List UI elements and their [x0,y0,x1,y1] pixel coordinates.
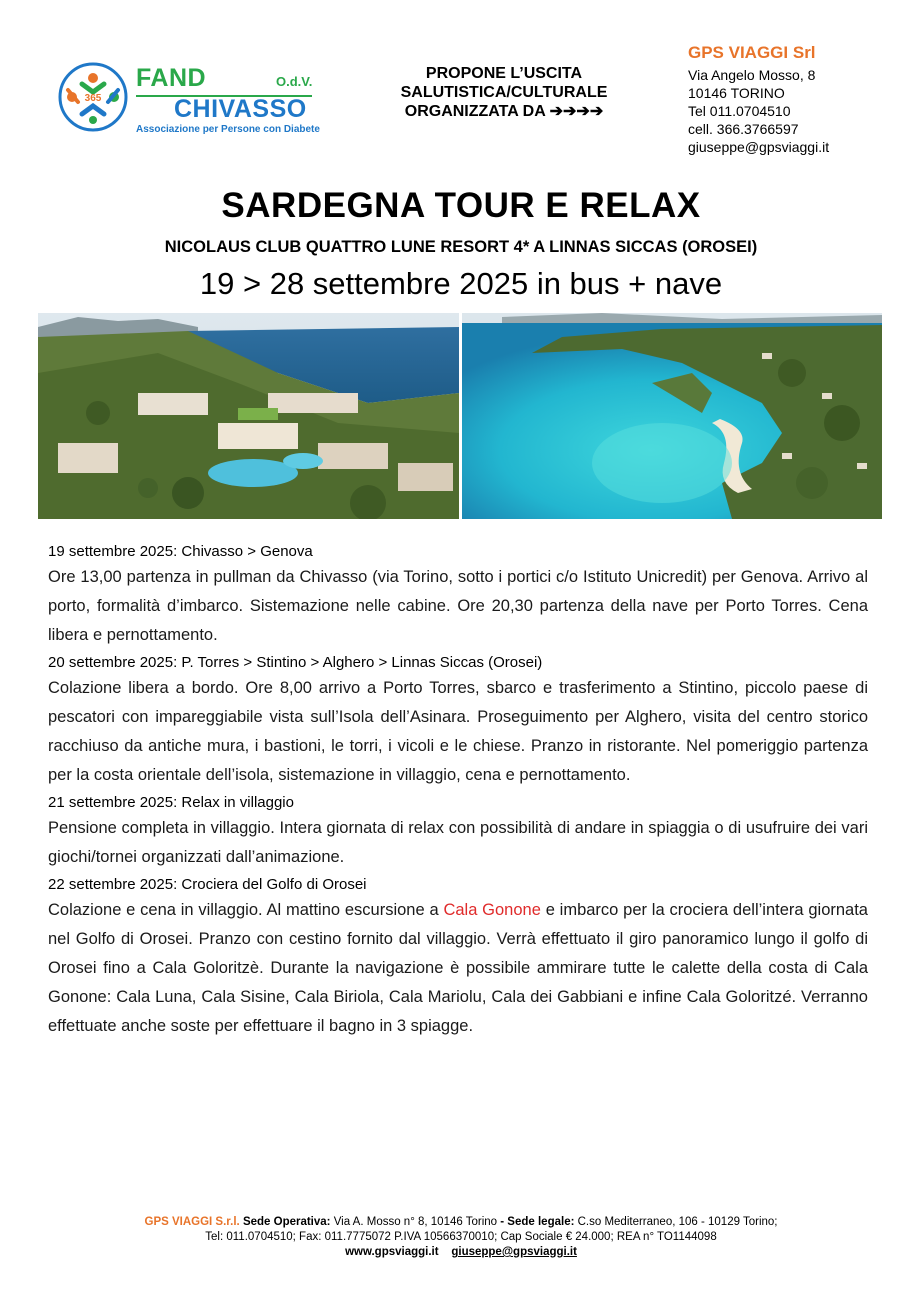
logo-365-text: 365 [84,93,102,104]
proposal-header [370,64,638,121]
footer-brand: GPS VIAGGI S.r.l. [144,1216,240,1228]
day-2-body: Colazione libera a bordo. Ore 8,00 arrivo a Porto Torres, sbarco e trasferimento a Stintino, piccolo paese di pescatori con impareggiabile vista sull’Isola dell’Asinara. Proseguimento per Alghero, visita del centro storico racchiuso da antiche mura, i bastioni, le torri, i vicoli e le chiese. Pranzo in ristorante. Nel pomeriggio partenza per la costa orientale dell’isola, sistemazione in villaggio, cena e pernottamento. [48,679,868,784]
footer-sede-leg: C.so Mediterraneo, 106 - 10129 Torino; [574,1216,778,1228]
agency-address: Via Angelo Mosso, 8 [688,67,816,83]
footer-sede-op-label: Sede Operativa: [242,1216,331,1228]
day-2-title: 20 settembre 2025: P. Torres > Stintino > Alghero > Linnas Siccas (Orosei) [48,654,543,671]
resort-subtitle: NICOLAUS CLUB QUATTRO LUNE RESORT 4* A LINNAS SICCAS (OROSEI) [164,238,758,256]
proposal-line-1: PROPONE L’USCITA [425,65,583,82]
proposal-line-3: ORGANIZZATA DA ➔➔➔➔ [404,103,604,120]
agency-tel: Tel 011.0704510 [688,103,791,119]
agency-name: GPS VIAGGI Srl [688,43,816,62]
agency-city: 10146 TORINO [688,85,785,101]
day-4-body-pre: Colazione e cena in villaggio. Al mattino escursione a [48,901,444,919]
logo-subtitle: Associazione per Persone con Diabete [136,124,320,135]
page-title: SARDEGNA TOUR E RELAX [221,186,701,225]
footer-line-3 [60,1245,862,1260]
day-4-body [48,896,868,1041]
agency-email: giuseppe@gpsviaggi.it [688,139,830,155]
logo-fand-text: FAND [136,64,207,92]
day-1-body: Ore 13,00 partenza in pullman da Chivasso (via Torino, sotto i portici c/o Istituto Unicredit) per Genova. Arrivo al porto, formalità d’imbarco. Sistemazione nelle cabine. Ore 20,30 partenza della nave per Porto Torres. Cena libera e pernottamento. [48,568,868,644]
proposal-line-2: SALUTISTICA/CULTURALE [400,84,608,101]
footer-sede-leg-label: - Sede legale: [500,1216,575,1228]
agency-contact [688,44,908,156]
day-4-body-post: e imbarco per la crociera dell’intera giornata nel Golfo di Orosei. Pranzo con cestino fornito dal villaggio. Verrà effettuato il giro panoramico lungo il golfo di Orosei fino a Cala Goloritzè. Durante la navigazione è possibile ammirare tutte le calette della costa di Cala Gonone: Cala Luna, Cala Sisine, Cala Biriola, Cala Mariolu, Cala dei Gabbiani e infine Cala Goloritzé. Verranno effettuate anche soste per effettuare il bagno in 3 spiagge. [48,901,868,1035]
footer-line-1 [60,1215,862,1230]
logo-chivasso-text: CHIVASSO [174,95,307,123]
trip-dates: 19 > 28 settembre 2025 in bus + nave [199,266,723,301]
fand-logo-emblem [58,62,128,132]
fand-chivasso-logo [58,62,318,138]
itinerary [48,539,868,1041]
footer-email-link[interactable]: giuseppe@gpsviaggi.it [451,1246,577,1258]
footer [60,1215,862,1260]
footer-website-link[interactable]: www.gpsviaggi.it [345,1246,439,1258]
bay-aerial-photo [462,313,882,519]
day-3-title: 21 settembre 2025: Relax in villaggio [48,794,294,811]
cala-gonone-highlight: Cala Gonone [443,901,541,919]
resort-aerial-photo [38,313,459,519]
day-4-title: 22 settembre 2025: Crociera del Golfo di Orosei [48,876,367,893]
footer-sede-op: Via A. Mosso n° 8, 10146 Torino [330,1216,501,1228]
footer-line-2: Tel: 011.0704510; Fax: 011.7775072 P.IVA 10566370010; Cap Sociale € 24.000; REA n° TO1144098 [205,1231,717,1243]
logo-odv-text: O.d.V. [276,74,313,89]
day-3-body: Pensione completa in villaggio. Intera giornata di relax con possibilità di andare in spiaggia o di usufruire dei vari giochi/tornei organizzati dall’animazione. [48,819,868,866]
agency-cell: cell. 366.3766597 [688,121,799,137]
day-1-title: 19 settembre 2025: Chivasso > Genova [48,543,313,560]
